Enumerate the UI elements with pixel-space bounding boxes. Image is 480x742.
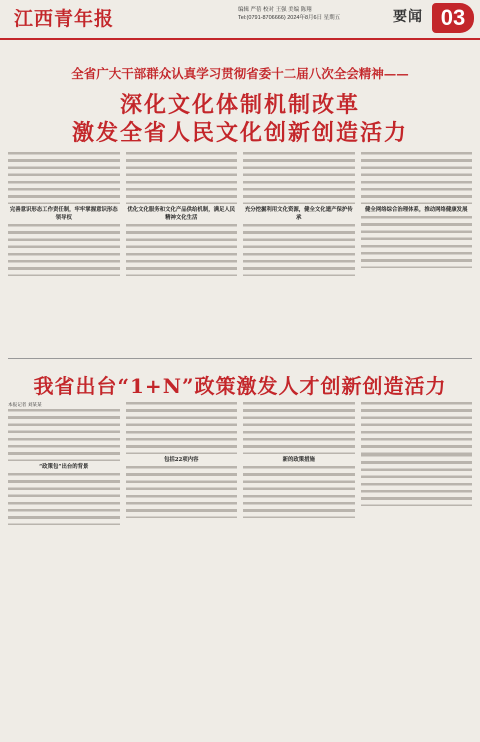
body-text [126, 402, 238, 454]
editor-credits: 编辑 严蓓 校对 王强 美编 陈翔 [238, 7, 312, 13]
issue-date: Tel:(0791-8706666) 2024年8月6日 星期五 [238, 15, 341, 21]
section-divider [8, 358, 472, 359]
article1-headline-line1: 深化文化体制机制改革 [119, 92, 360, 118]
body-text [8, 473, 120, 525]
page-header [0, 0, 480, 40]
article1-body [8, 152, 472, 352]
body-text [8, 409, 120, 461]
body-text [126, 466, 238, 518]
article2-subhead: “政策包”出台的背景 [39, 464, 89, 471]
article2-byline: 本报记者 刘某某 [8, 403, 42, 408]
article1-column [361, 152, 473, 352]
article1-kicker: 全省广大干部群众认真学习贯彻省委十二届八次全会精神—— [71, 66, 409, 81]
article1-subhead: 完善意识形态工作责任制，牢牢掌握意识形态领导权 [9, 207, 118, 221]
article2-column [361, 402, 473, 736]
body-text [361, 402, 473, 454]
body-text [243, 152, 355, 204]
article1-column [243, 152, 355, 352]
body-text [126, 224, 238, 276]
article2-body [8, 402, 472, 736]
header-meta [238, 6, 340, 22]
page-number-badge: 03 [432, 3, 474, 33]
body-text [361, 454, 473, 506]
article2-subhead: 包括22项内容 [164, 457, 199, 463]
article1-subhead: 充分挖掘利用文化资源，健全文化遗产保护传承 [244, 207, 353, 221]
article1-subhead: 健全网络综合治理体系，推动网络健康发展 [365, 207, 468, 213]
article2-column [126, 402, 238, 736]
section-tag: 要闻 [393, 9, 423, 25]
article1-subhead: 优化文化服务和文化产品供给机制，满足人民精神文化生活 [127, 207, 236, 221]
article2-column [243, 402, 355, 736]
article1-column [126, 152, 238, 352]
body-text [8, 224, 120, 276]
newspaper-masthead: 江西青年报 [14, 8, 115, 30]
body-text [361, 216, 473, 268]
article1-headline-line2: 激发全省人民文化创新创造活力 [71, 120, 408, 146]
article2-headline: 我省出台“1+N”政策激发人才创新创造活力 [33, 374, 447, 398]
body-text [243, 466, 355, 518]
article2-column [8, 402, 120, 736]
body-text [243, 224, 355, 276]
article2-subhead: 新的政策措施 [282, 457, 315, 463]
body-text [243, 402, 355, 454]
article1-column [8, 152, 120, 352]
body-text [8, 152, 120, 204]
body-text [361, 152, 473, 204]
body-text [126, 152, 238, 204]
